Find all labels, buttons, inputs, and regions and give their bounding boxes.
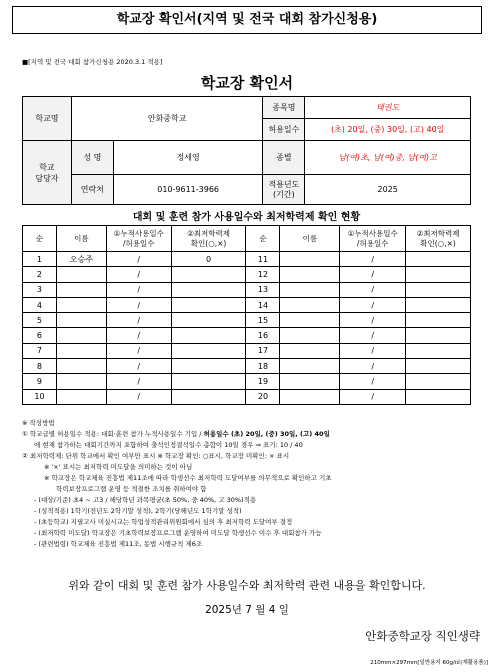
note-min-grade: ② 최저학력제: 단위 학교에서 확인 여부만 표시 ※ 학교장 확인: ○표시, 학교장 미확인: × 표시	[22, 452, 290, 460]
roster-cell-no: 18	[246, 359, 280, 374]
table-row	[23, 313, 471, 328]
col-header-grade: ②최저학력제 확인(○,×)	[171, 226, 246, 252]
principal-signature: 안화중학교장 직인생략	[365, 629, 480, 643]
table-row	[23, 297, 471, 312]
table-row	[23, 374, 471, 389]
note-text: ① 학교급별 허용일수 적용: 대회·훈련 참가 누적사용일수 기입 /	[22, 430, 204, 438]
document-header-title: 학교장 확인서(지역 및 전국 대회 참가신청용)	[12, 6, 482, 34]
roster-cell-grade	[406, 359, 471, 374]
contact-label: 연락처	[71, 175, 113, 205]
roster-cell-days: /	[106, 313, 171, 328]
roster-cell-no: 8	[23, 359, 57, 374]
note-emphasis: 허용일수 (초) 20일, (중) 30일, (고) 40일	[203, 430, 330, 438]
roster-cell-days: /	[106, 297, 171, 312]
roster-cell-grade	[406, 313, 471, 328]
confirmation-statement: 위와 같이 대회 및 훈련 참가 사용일수와 최저학력 관련 내용을 확인합니다.	[68, 579, 426, 592]
roster-cell-days: /	[106, 343, 171, 358]
apply-year-label: 적용년도 (기간)	[263, 175, 305, 205]
roster-cell-name	[56, 389, 106, 404]
roster-cell-days: /	[106, 389, 171, 404]
instructions-notes	[22, 418, 482, 550]
roster-cell-no: 17	[246, 343, 280, 358]
form-version-note: ■[지역 및 전국 대회 참가신청용 2020.3.1 적용]	[22, 58, 163, 66]
section-title: 대회 및 훈련 참가 사용일수와 최저학력제 확인 현황	[132, 212, 361, 223]
roster-cell-name: 오승주	[56, 252, 106, 267]
roster-cell-no: 6	[23, 328, 57, 343]
table-row	[23, 389, 471, 404]
roster-cell-days: /	[340, 374, 406, 389]
roster-cell-days: /	[340, 389, 406, 404]
note-elementary: - (초등학교) 지필고사 미실시교는 학업성적관리위원회에서 심의 후 최저학력 도달여부 결정	[34, 518, 293, 526]
note-related-law: - (관련법령) 학교체육 진흥법 제11조, 동법 시행규칙 제6조	[34, 540, 203, 548]
roster-cell-name	[280, 343, 340, 358]
gender-value: 남(여)초, 남(여)중, 남(여)고	[305, 141, 471, 175]
roster-cell-grade	[406, 267, 471, 282]
allowed-days-value: (초) 20일, (중) 30일, (고) 40일	[305, 119, 471, 141]
col-header-name: 이름	[56, 226, 106, 252]
school-info-table	[22, 96, 471, 205]
roster-cell-days: /	[340, 328, 406, 343]
roster-cell-days: /	[106, 374, 171, 389]
roster-cell-no: 15	[246, 313, 280, 328]
main-title: 학교장 확인서	[200, 74, 294, 92]
manager-name-label: 성 명	[71, 141, 113, 175]
roster-cell-name	[56, 267, 106, 282]
col-header-days: ①누적사용일수 /허용일수	[340, 226, 406, 252]
roster-cell-name	[280, 359, 340, 374]
roster-cell-grade	[406, 297, 471, 312]
roster-cell-days: /	[340, 359, 406, 374]
col-header-no: 순	[23, 226, 57, 252]
roster-cell-grade	[171, 359, 246, 374]
roster-cell-no: 5	[23, 313, 57, 328]
roster-cell-name	[280, 389, 340, 404]
note-grade-application: - (성적적용) 1학기(전년도 2학기말 성적), 2학기(당해년도 1학기말 성적)	[34, 507, 242, 515]
roster-cell-grade	[406, 389, 471, 404]
col-header-no: 순	[246, 226, 280, 252]
event-label: 종목명	[263, 97, 305, 119]
table-row	[23, 282, 471, 297]
table-row	[23, 267, 471, 282]
table-row	[23, 343, 471, 358]
roster-cell-no: 11	[246, 252, 280, 267]
roster-cell-name	[280, 374, 340, 389]
roster-cell-no: 16	[246, 328, 280, 343]
roster-cell-name	[56, 374, 106, 389]
roster-cell-grade	[171, 267, 246, 282]
roster-cell-grade	[406, 343, 471, 358]
roster-cell-grade	[406, 282, 471, 297]
notes-heading: ※ 작성방법	[22, 419, 55, 427]
roster-cell-days: /	[340, 282, 406, 297]
col-header-days: ①누적사용일수 /허용일수	[106, 226, 171, 252]
roster-cell-name	[56, 359, 106, 374]
paper-spec-footer: 210mm×297mm[일반용지 60g/㎡(재활용품)]	[370, 660, 488, 666]
roster-cell-grade	[171, 328, 246, 343]
note-principal-duty-cont: 학력보장프로그램 운영 등 적절한 조치를 취하여야 함	[56, 485, 207, 493]
roster-cell-grade	[171, 343, 246, 358]
roster-cell-no: 2	[23, 267, 57, 282]
table-row	[23, 359, 471, 374]
table-row	[23, 328, 471, 343]
participation-roster-table	[22, 225, 471, 405]
roster-cell-days: /	[106, 282, 171, 297]
col-header-grade: ②최저학력제 확인(○,×)	[406, 226, 471, 252]
roster-cell-name	[56, 297, 106, 312]
roster-cell-no: 13	[246, 282, 280, 297]
roster-cell-name	[280, 297, 340, 312]
roster-cell-name	[280, 313, 340, 328]
roster-cell-no: 19	[246, 374, 280, 389]
contact-value: 010-9611-3966	[113, 175, 263, 205]
roster-cell-name	[280, 328, 340, 343]
allowed-days-label: 허용일수	[263, 119, 305, 141]
roster-cell-grade	[171, 297, 246, 312]
roster-cell-name	[56, 343, 106, 358]
gender-label: 종별	[263, 141, 305, 175]
note-allowed-days	[22, 429, 482, 440]
school-name-value: 안화중학교	[71, 97, 263, 141]
apply-year-value: 2025	[305, 175, 471, 205]
roster-cell-no: 9	[23, 374, 57, 389]
roster-cell-grade: 0	[171, 252, 246, 267]
roster-cell-days: /	[340, 297, 406, 312]
roster-cell-days: /	[340, 343, 406, 358]
col-header-name: 이름	[280, 226, 340, 252]
roster-cell-name	[280, 267, 340, 282]
note-below-minimum: - (최저학력 미도달) 학교장은 기초학력보장프로그램 운영하여 미도달 학생선수 이수 후 대회참가 가능	[34, 529, 322, 537]
roster-cell-grade	[171, 389, 246, 404]
roster-cell-days: /	[340, 267, 406, 282]
note-target-criteria: - (대상/기준) 초4 ~ 고3 / 해당학년 과목평균(초 50%, 중 40%, 고 30%)적용	[34, 496, 257, 504]
roster-cell-no: 7	[23, 343, 57, 358]
roster-cell-days: /	[106, 252, 171, 267]
roster-cell-name	[56, 313, 106, 328]
roster-cell-grade	[406, 328, 471, 343]
roster-cell-no: 3	[23, 282, 57, 297]
roster-cell-days: /	[340, 252, 406, 267]
note-x-mark: ※ '×' 표시는 최저학력 미도달을 의미하는 것이 아님	[44, 463, 193, 471]
roster-cell-no: 20	[246, 389, 280, 404]
roster-cell-grade	[406, 252, 471, 267]
school-name-label: 학교명	[23, 97, 72, 141]
roster-cell-days: /	[106, 267, 171, 282]
roster-cell-name	[280, 282, 340, 297]
roster-cell-no: 1	[23, 252, 57, 267]
roster-cell-name	[56, 328, 106, 343]
roster-cell-days: /	[106, 328, 171, 343]
confirmation-date: 2025년 7 월 4 일	[205, 604, 289, 616]
table-row	[23, 252, 471, 267]
event-value: 태권도	[305, 97, 471, 119]
roster-cell-grade	[406, 374, 471, 389]
roster-cell-no: 4	[23, 297, 57, 312]
roster-cell-grade	[171, 313, 246, 328]
roster-cell-grade	[171, 374, 246, 389]
roster-cell-name	[280, 252, 340, 267]
manager-name-value: 정세영	[113, 141, 263, 175]
roster-cell-no: 14	[246, 297, 280, 312]
roster-cell-days: /	[106, 359, 171, 374]
roster-cell-no: 10	[23, 389, 57, 404]
roster-cell-no: 12	[246, 267, 280, 282]
roster-cell-name	[56, 282, 106, 297]
roster-cell-days: /	[340, 313, 406, 328]
note-principal-duty: ※ 학교장은 학교체육 진흥법 제11조에 따라 학생선수 최저학력 도달여부를 의무적으로 확인하고 기초	[44, 474, 332, 482]
school-manager-label: 학교 담당자	[23, 141, 72, 205]
note-allowed-days-example: 에 현재 참가하는 대회기간까지 포함하여 출석인정결석일수 총합이 10일 경우 ⇒ 표기: 10 / 40	[34, 441, 303, 449]
roster-cell-grade	[171, 282, 246, 297]
